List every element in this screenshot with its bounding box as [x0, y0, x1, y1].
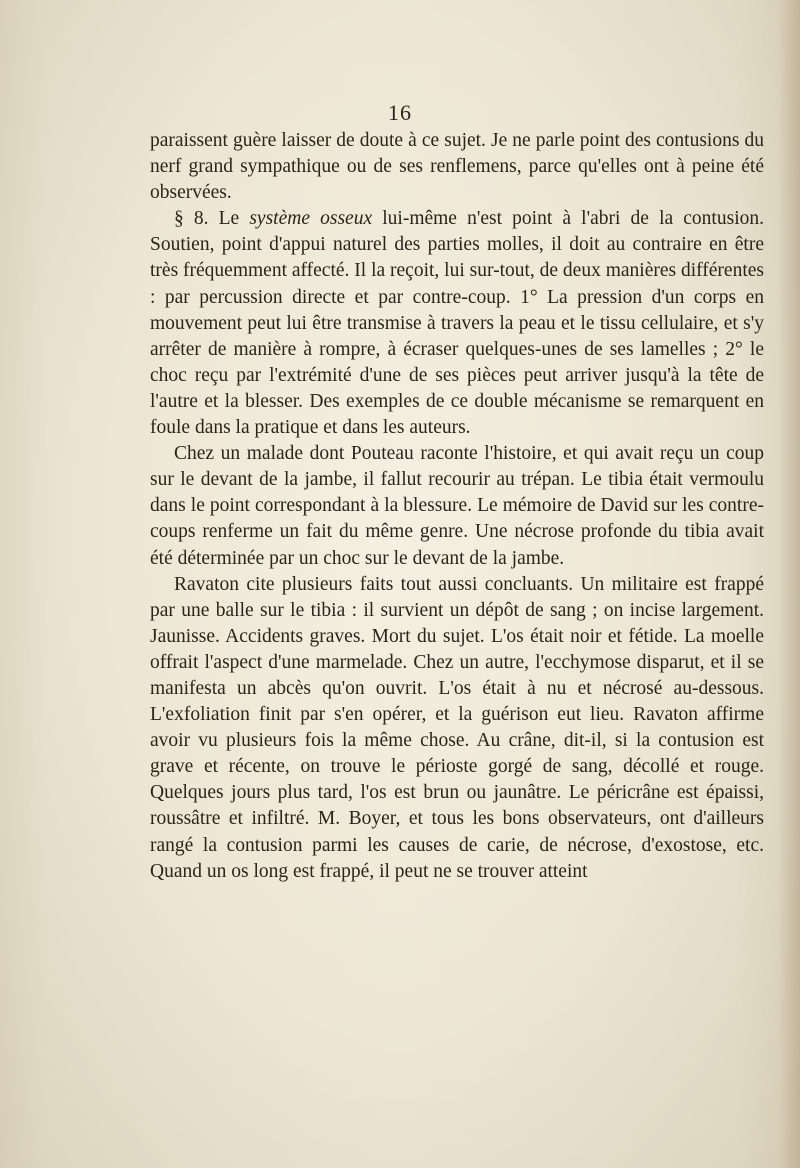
body-text [150, 128, 764, 885]
section-marker: § 8. Le [174, 208, 250, 230]
paragraph-1: paraissent guère laisser de doute à ce sujet. Je ne parle point des contusions du nerf grand sympathique ou de ses renflemens, parce qu'elles ont à peine été observées. [150, 130, 764, 204]
italic-term: système osseux [249, 208, 373, 230]
page-number: 16 [388, 100, 412, 125]
paragraph-2 [150, 206, 764, 441]
paragraph-4: Ravaton cite plusieurs faits tout aussi concluants. Un militaire est frappé par une balle sur le tibia : il survient un dépôt de sang ; on incise largement. Jaunisse. Accidents graves. Mort du sujet. L'os était noir et fétide. La moelle offrait l'aspect d'une marmelade. Chez un autre, l'ecchymose disparut, et il se manifesta un abcès qu'on ouvrit. L'os était à nu et nécrosé au-dessous. L'exfoliation finit par s'en opérer, et la guérison eut lieu. Ravaton affirme avoir vu plusieurs fois la même chose. Au crâne, dit-il, si la contusion est grave et récente, on trouve le périoste gorgé de sang, décollé et rouge. Quelques jours plus tard, l'os est brun ou jaunâtre. Le péricrâne est épaissi, roussâtre et infiltré. M. Boyer, et tous les bons observateurs, ont d'ailleurs rangé la contusion parmi les causes de carie, de nécrose, d'exostose, etc. Quand un os long est frappé, il peut ne se trouver atteint [150, 573, 764, 882]
paragraph-3: Chez un malade dont Pouteau raconte l'histoire, et qui avait reçu un coup sur le devant de la jambe, il fallut recourir au trépan. Le tibia était vermoulu dans le point correspondant à la blessure. Le mémoire de David sur les contre-coups renferme un fait du même genre. Une nécrose profonde du tibia avait été déterminée par un choc sur le devant de la jambe. [150, 443, 764, 569]
page-edge-shadow [778, 0, 800, 1168]
paragraph-2-body: lui-même n'est point à l'abri de la contusion. Soutien, point d'appui naturel des parties molles, il doit au contraire en être très fréquemment affecté. Il la reçoit, lui sur-tout, de deux manières différentes : par percussion directe et par contre-coup. 1° La pression d'un corps en mouvement peut lui être transmise à travers la peau et le tissu cellulaire, et s'y arrêter de manière à rompre, à écraser quelques-unes de ses lamelles ; 2° le choc reçu par l'extrémité d'une de ses pièces peut arriver jusqu'à la tête de l'autre et la blesser. Des exemples de ce double mécanisme se remarquent en foule dans la pratique et dans les auteurs. [150, 208, 764, 439]
